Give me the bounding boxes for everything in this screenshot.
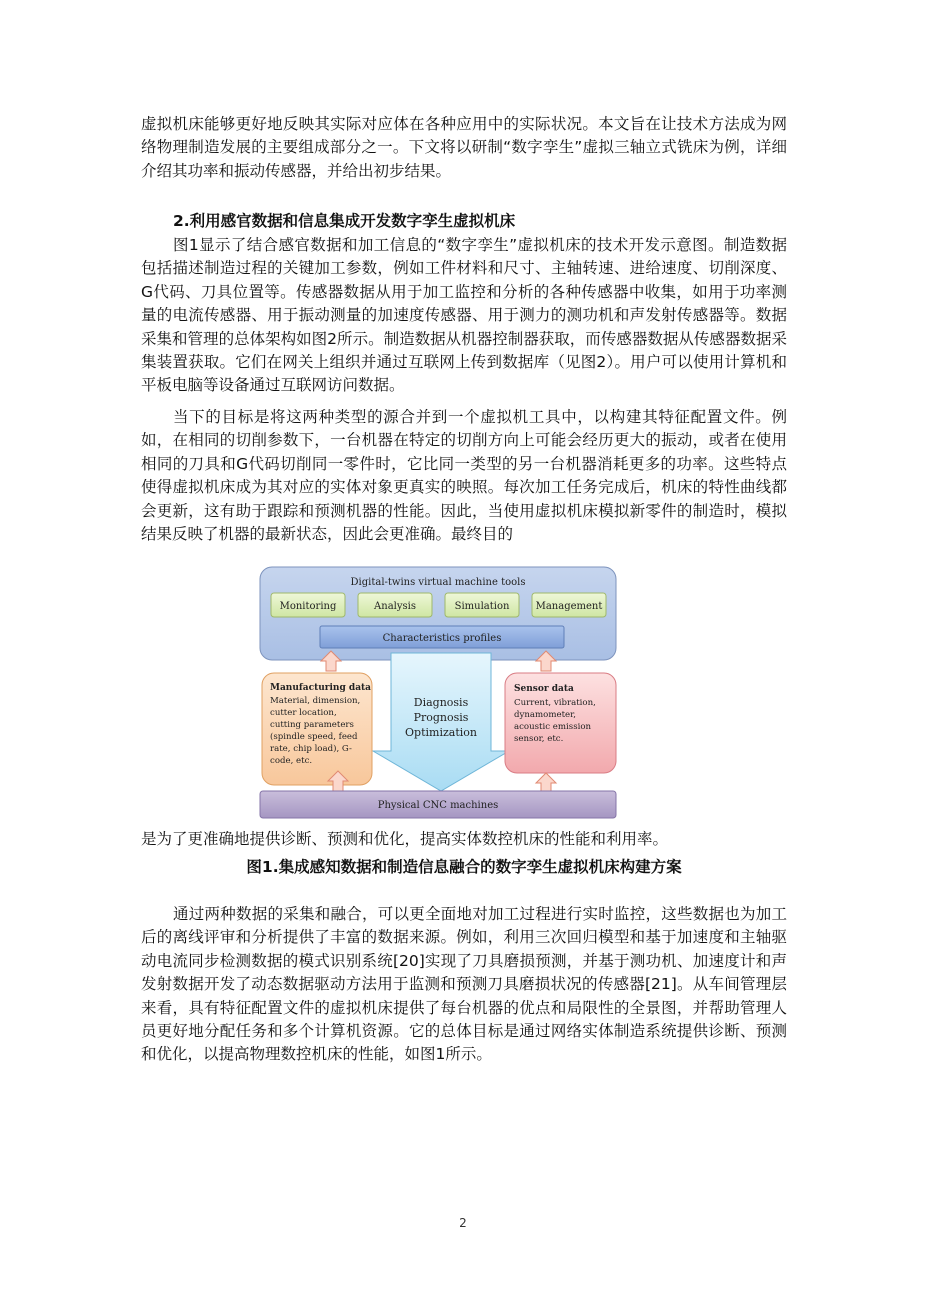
svg-text:acoustic emission: acoustic emission <box>514 722 592 732</box>
goal-paragraph-continuation: 是为了更准确地提供诊断、预测和优化，提高实体数控机床的性能和利用率。 <box>141 830 669 848</box>
svg-text:dynamometer,: dynamometer, <box>514 710 577 720</box>
body-paragraph-goal: 当下的目标是将这两种类型的源合并到一个虚拟机工具中，以构建其特征配置文件。例如，在相同的切削参数下，一台机器在特定的切削方向上可能会经历更大的振动，或者在使用相同的刀具和G代码切削同一零件时，它比同一类型的另一台机器消耗更多的功率。这些特点使得虚拟机床成为其对应的实体对象更真实的映照。每次加工任务完成后，机床的特性曲线都会更新，这有助于跟踪和预测机器的性能。因此，当使用虚拟机床模拟新零件的制造时，模拟结果反映了机器的最新状态，因此会更准确。最终目的 <box>141 408 787 544</box>
svg-text:Sensor data: Sensor data <box>514 684 574 694</box>
svg-text:Simulation: Simulation <box>454 601 510 612</box>
body-paragraph-architecture: 图1显示了结合感官数据和加工信息的“数字孪生”虚拟机床的技术开发示意图。制造数据包括描述制造过程的关键加工参数，例如工件材料和尺寸、主轴转速、进给速度、切削深度、G代码、刀具位置等。传感器数据从用于加工监控和分析的各种传感器中收集，如用于功率测量的电流传感器、用于振动测量的加速度传感器、用于测力的测功机和声发射传感器等。数据采集和管理的总体架构如图2所示。制造数据从机器控制器获取，而传感器数据从传感器数据采集装置获取。它们在网关上组织并通过互联网上传到数据库（见图2）。用户可以使用计算机和平板电脑等设备通过互联网访问数据。 <box>141 236 787 395</box>
svg-text:cutting parameters: cutting parameters <box>270 720 354 730</box>
svg-text:sensor, etc.: sensor, etc. <box>514 734 564 744</box>
svg-text:Current, vibration,: Current, vibration, <box>514 698 596 708</box>
svg-text:Monitoring: Monitoring <box>279 601 337 612</box>
svg-text:Material, dimension,: Material, dimension, <box>270 696 361 706</box>
intro-paragraph: 虚拟机床能够更好地反映其实际对应体在各种应用中的实际状况。本文旨在让技术方法成为网络物理制造发展的主要组成部分之一。下文将以研制“数字孪生”虚拟三轴立式铣床为例，详细介绍其功率和振动传感器，并给出初步结果。 <box>141 115 787 180</box>
figure-1-diagram <box>258 565 620 821</box>
module-monitoring <box>271 593 345 617</box>
svg-text:Management: Management <box>535 601 603 612</box>
center-label-optimization: Optimization <box>405 726 477 739</box>
svg-text:(spindle speed, feed: (spindle speed, feed <box>270 732 358 742</box>
svg-text:rate, chip load), G-: rate, chip load), G- <box>270 744 352 754</box>
figure-1-caption: 图1.集成感知数据和制造信息融合的数字孪生虚拟机床构建方案 <box>246 858 682 876</box>
svg-text:cutter location,: cutter location, <box>270 708 337 718</box>
body-paragraph-fusion: 通过两种数据的采集和融合，可以更全面地对加工过程进行实时监控，这些数据也为加工后的离线评审和分析提供了丰富的数据来源。例如，利用三次回归模型和基于加速度和主轴驱动电流同步检测数据的模式识别系统[20]实现了刀具磨损预测，并基于测功机、加速度计和声发射数据开发了动态数据驱动方法用于监测和预测刀具磨损状况的传感器[21]。从车间管理层来看，具有特征配置文件的虚拟机床提供了每台机器的优点和局限性的全景图，并帮助管理人员更好地分配任务和多个计算机资源。它的总体目标是通过网络实体制造系统提供诊断、预测和优化，以提高物理数控机床的性能，如图1所示。 <box>141 905 787 1064</box>
center-label-prognosis: Prognosis <box>413 711 469 724</box>
up-arrow-sensor-bottom <box>536 773 556 793</box>
center-label-diagnosis: Diagnosis <box>413 696 469 709</box>
svg-text:Physical CNC machines: Physical CNC machines <box>377 800 499 811</box>
module-simulation <box>445 593 519 617</box>
characteristics-profiles-bar <box>320 626 564 648</box>
svg-text:Characteristics profiles: Characteristics profiles <box>382 633 502 644</box>
module-analysis <box>358 593 432 617</box>
physical-cnc-bar <box>260 791 616 818</box>
svg-text:Manufacturing data: Manufacturing data <box>270 683 372 693</box>
svg-text:code, etc.: code, etc. <box>270 756 313 766</box>
svg-text:Analysis: Analysis <box>374 601 416 612</box>
manufacturing-data-box <box>262 673 372 785</box>
figure-title: Digital-twins virtual machine tools <box>350 577 526 588</box>
sensor-data-box <box>505 673 616 773</box>
section-heading: 2.利用感官数据和信息集成开发数字孪生虚拟机床 <box>173 212 516 230</box>
module-management <box>532 593 606 617</box>
page-number: 2 <box>459 1216 467 1230</box>
